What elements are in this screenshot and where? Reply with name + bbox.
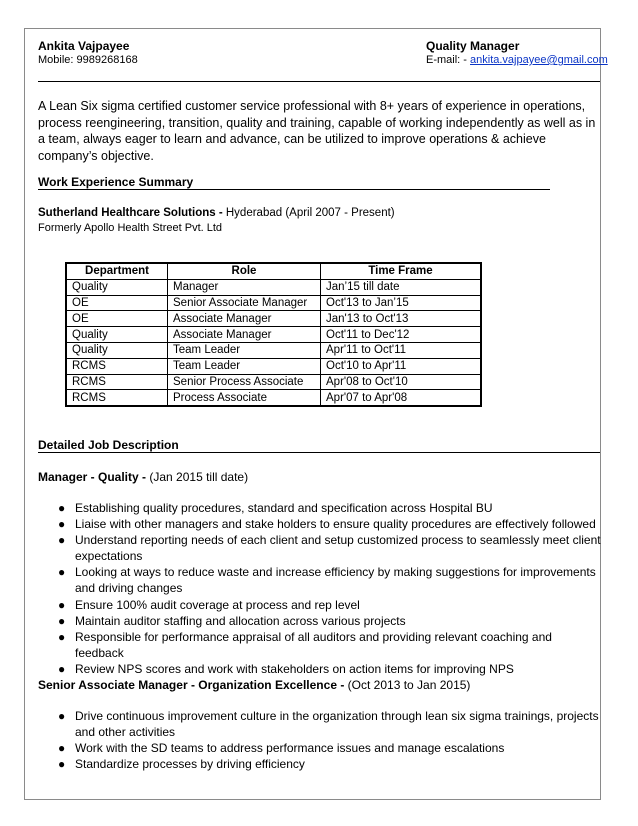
- cell-department: OE: [66, 311, 168, 327]
- cell-department: RCMS: [66, 374, 168, 390]
- bullet-icon: ●: [58, 741, 66, 756]
- job-period-1: (Jan 2015 till date): [149, 470, 249, 484]
- work-experience-heading: Work Experience Summary: [38, 175, 194, 189]
- bullet-icon: ●: [58, 597, 66, 612]
- bullet-text: Ensure 100% audit coverage at process and rep level: [75, 597, 360, 612]
- bullet-icon: ●: [58, 501, 66, 515]
- bullet-text: Liaise with other managers and stake holders to ensure quality procedures are effectively followed: [75, 517, 596, 532]
- cell-time-frame: Oct'13 to Jan’15: [321, 295, 482, 311]
- cell-department: Quality: [66, 327, 168, 343]
- column-header-time-frame: Time Frame: [321, 263, 482, 279]
- list-item: [58, 500, 603, 516]
- list-item: [58, 629, 603, 661]
- bullet-icon: ●: [58, 709, 66, 723]
- bullet-icon: ●: [58, 517, 66, 532]
- job-heading-2: [38, 678, 470, 692]
- table-row: [66, 342, 481, 358]
- former-company-name: Formerly Apollo Health Street Pvt. Ltd: [38, 222, 223, 234]
- list-item: [58, 597, 603, 613]
- cell-time-frame: Apr'07 to Apr'08: [321, 390, 482, 406]
- detailed-description-underline: [38, 452, 600, 453]
- cell-role: Process Associate: [168, 390, 321, 406]
- cell-role: Associate Manager: [168, 327, 321, 343]
- cell-time-frame: Apr'11 to Oct'11: [321, 342, 482, 358]
- job-period-2: (Oct 2013 to Jan 2015): [347, 678, 471, 692]
- profile-summary: A Lean Six sigma certified customer service professional with 8+ years of experience in operations, process reengineering, transition, quality and training, capable of working independently as well as in a team, always eager to learn and advance, can be utilized to improve operations & achieve company’s objective.: [38, 99, 596, 163]
- list-item: [58, 516, 603, 532]
- job-2-bullet-list: [58, 708, 603, 772]
- bullet-text: Standardize processes by driving efficiency: [75, 757, 305, 772]
- email-link[interactable]: ankita.vajpayee@gmail.com: [470, 54, 608, 66]
- cell-department: Quality: [66, 279, 168, 295]
- bullet-icon: ●: [58, 533, 66, 548]
- bullet-text: Responsible for performance appraisal of all auditors and providing relevant coaching and feedback: [75, 629, 552, 660]
- column-header-role: Role: [168, 263, 321, 279]
- cell-role: Team Leader: [168, 358, 321, 374]
- cell-time-frame: Jan'13 to Oct'13: [321, 311, 482, 327]
- list-item: [58, 613, 603, 629]
- column-header-department: Department: [66, 263, 168, 279]
- cell-role: Senior Process Associate: [168, 374, 321, 390]
- cell-role: Associate Manager: [168, 311, 321, 327]
- job-title-1: Manager - Quality -: [38, 470, 147, 484]
- bullet-text: Work with the SD teams to address performance issues and manage escalations: [75, 741, 505, 756]
- table-header-row: [66, 263, 481, 279]
- table-row: [66, 374, 481, 390]
- cell-time-frame: Jan’15 till date: [321, 279, 482, 295]
- job-1-bullet-list: [58, 500, 603, 677]
- experience-table: [65, 262, 482, 407]
- bullet-text: Maintain auditor staffing and allocation across various projects: [75, 613, 406, 628]
- detailed-description-heading: Detailed Job Description: [38, 438, 179, 452]
- company-line: [38, 207, 395, 219]
- table-row: [66, 390, 481, 406]
- cell-time-frame: Oct'10 to Apr'11: [321, 358, 482, 374]
- list-item: [58, 740, 603, 756]
- candidate-name: Ankita Vajpayee: [38, 39, 130, 53]
- table-row: [66, 295, 481, 311]
- work-experience-underline: [38, 189, 550, 190]
- list-item: [58, 564, 603, 596]
- list-item: [58, 708, 603, 740]
- bullet-text: Looking at ways to reduce waste and increase efficiency by making suggestions for improvements and driving changes: [75, 565, 596, 596]
- bullet-icon: ●: [58, 757, 66, 772]
- job-title: Quality Manager: [426, 39, 520, 53]
- list-item: [58, 532, 603, 564]
- bullet-icon: ●: [58, 613, 66, 628]
- table-row: [66, 358, 481, 374]
- company-detail: Hyderabad (April 2007 - Present): [225, 207, 395, 219]
- header-divider: [38, 81, 600, 82]
- bullet-text: Drive continuous improvement culture in the organization through lean six sigma trainings, projects and other activities: [75, 709, 599, 740]
- company-name: Sutherland Healthcare Solutions -: [38, 207, 223, 219]
- table-row: [66, 311, 481, 327]
- bullet-text: Establishing quality procedures, standard and specification across Hospital BU: [75, 501, 493, 515]
- list-item: [58, 756, 603, 772]
- cell-department: RCMS: [66, 358, 168, 374]
- bullet-icon: ●: [58, 629, 66, 644]
- table-row: [66, 327, 481, 343]
- cell-role: Manager: [168, 279, 321, 295]
- experience-table-body: [66, 279, 481, 406]
- bullet-icon: ●: [58, 565, 66, 580]
- cell-role: Team Leader: [168, 342, 321, 358]
- list-item: [58, 661, 603, 677]
- cell-department: Quality: [66, 342, 168, 358]
- cell-department: OE: [66, 295, 168, 311]
- job-heading-1: [38, 470, 248, 484]
- job-title-2: Senior Associate Manager - Organization Excellence -: [38, 678, 345, 692]
- mobile-number: Mobile: 9989268168: [38, 54, 138, 66]
- cell-role: Senior Associate Manager: [168, 295, 321, 311]
- cell-department: RCMS: [66, 390, 168, 406]
- cell-time-frame: Apr'08 to Oct'10: [321, 374, 482, 390]
- bullet-icon: ●: [58, 661, 66, 676]
- table-row: [66, 279, 481, 295]
- email-line: [426, 54, 608, 66]
- bullet-text: Understand reporting needs of each client and setup customized process to seamlessly meet client expectations: [75, 533, 601, 564]
- bullet-text: Review NPS scores and work with stakeholders on action items for improving NPS: [75, 661, 514, 676]
- email-label: E-mail: -: [426, 54, 467, 66]
- cell-time-frame: Oct'11 to Dec'12: [321, 327, 482, 343]
